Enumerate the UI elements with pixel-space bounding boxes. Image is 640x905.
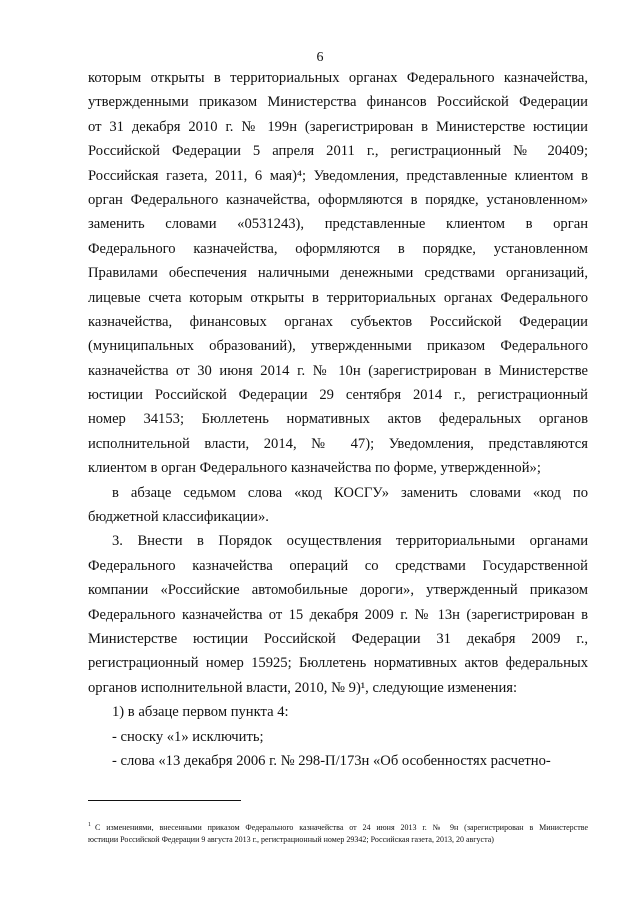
text-line: юстиции Российской Федерации 29 сентября 2014 г., регистрационный	[88, 387, 588, 404]
text-line: - слова «13 декабря 2006 г. № 298-П/173н «Об особенностях расчетно-	[112, 752, 551, 769]
text-line: Федерального казначейства операций со средствами Государственной	[88, 557, 588, 574]
body-text	[88, 66, 588, 773]
footnote-mark: 1	[88, 822, 91, 829]
footnote-divider	[88, 800, 241, 801]
text-line: казначейства от 30 июня 2014 г. № 10н (зарегистрирован в Министерстве	[88, 362, 588, 379]
text-line: номер 34153; Бюллетень нормативных актов федеральных органов	[88, 411, 588, 428]
page-number: 6	[316, 50, 324, 65]
footnote-text: С изменениями, внесенными приказом Федерального казначейства от 24 июня 2013 г. № 9н (зарегистрирован в Министерстве	[95, 823, 588, 832]
text-line: заменить словами «0531243), представленные клиентом в орган	[88, 216, 588, 233]
text-line: исполнительной власти, 2014, № 47); Уведомления, представляются	[88, 435, 588, 452]
text-line: Российской Федерации 5 апреля 2011 г., регистрационный № 20409;	[88, 143, 588, 160]
footnote	[88, 822, 588, 846]
text-line: (муниципальных образований), утвержденными приказом Федерального	[88, 338, 588, 355]
text-line: регистрационный номер 15925; Бюллетень нормативных актов федеральных	[88, 655, 588, 672]
text-line: казначейства, финансовых органах субъектов Российской Федерации	[88, 313, 588, 330]
text-line: Федерального казначейства, оформляются в порядке, установленном	[88, 240, 588, 257]
text-line: от 31 декабря 2010 г. № 199н (зарегистрирован в Министерстве юстиции	[88, 118, 588, 135]
text-line: органов исполнительной власти, 2010, № 9)¹, следующие изменения:	[88, 679, 518, 696]
text-line: лицевые счета которым открыты в территориальных органах Федерального	[88, 289, 588, 306]
text-line: Министерстве юстиции Российской Федерации 31 декабря 2009 г.,	[88, 630, 588, 647]
text-line: которым открыты в территориальных органах Федерального казначейства,	[88, 70, 588, 86]
footnote-line: юстиции Российской Федерации 9 августа 2013 г., регистрационный номер 29342; Российская газета, 2013, 20 августа)	[88, 835, 494, 844]
text-line: Российская газета, 2011, 6 мая)⁴; Уведомления, представленные клиентом в	[88, 167, 588, 184]
text-line: утвержденными приказом Министерства финансов Российской Федерации	[88, 94, 588, 111]
text-line: клиентом в орган Федерального казначейства по форме, утвержденной»;	[88, 460, 541, 477]
text-line: компании «Российские автомобильные дороги», утвержденный приказом	[88, 582, 588, 599]
text-line: Правилами обеспечения наличными денежными средствами организаций,	[88, 265, 588, 282]
text-line: - сноску «1» исключить;	[112, 728, 264, 745]
footnote-line	[88, 822, 588, 834]
text-line: бюджетной классификации».	[88, 509, 269, 526]
text-line: в абзаце седьмом слова «код КОСГУ» заменить словами «код по	[112, 484, 588, 501]
text-line: 3. Внести в Порядок осуществления территориальными органами	[112, 533, 588, 550]
text-line: орган Федерального казначейства, оформляются в порядке, установленном»	[88, 191, 588, 208]
text-line: 1) в абзаце первом пункта 4:	[112, 704, 289, 721]
text-line: Федерального казначейства от 15 декабря 2009 г. № 13н (зарегистрирован в	[88, 606, 588, 623]
